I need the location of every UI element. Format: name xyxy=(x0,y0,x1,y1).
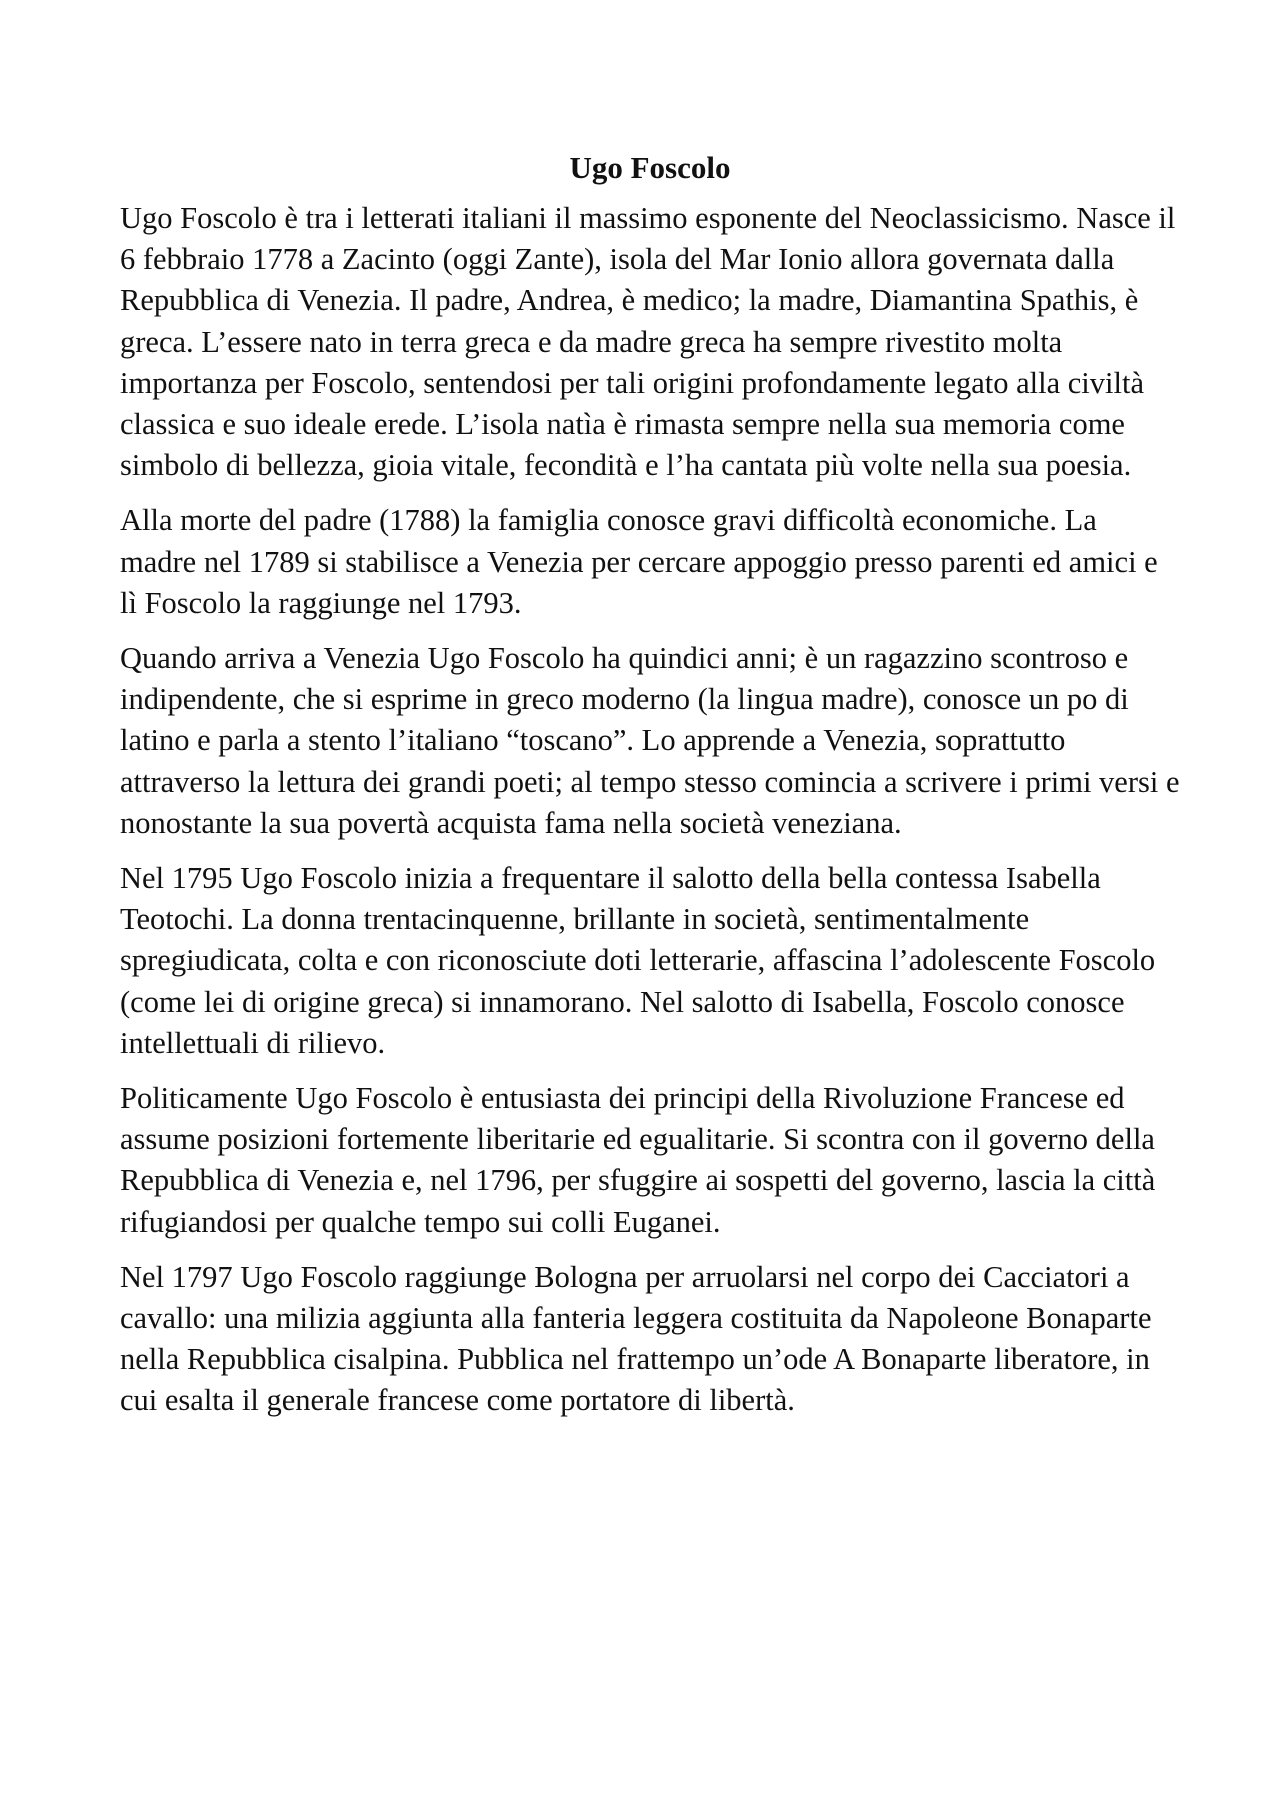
paragraph-arrival-venice: Quando arriva a Venezia Ugo Foscolo ha quindici anni; è un ragazzino scontroso e indipendente, che si esprime in greco moderno (la lingua madre), conosce un po di latino e parla a stento l’italiano “toscano”. Lo apprende a Venezia, soprattutto attraverso la lettura dei grandi poeti; al tempo stesso comincia a scrivere i primi versi e nonostante la sua povertà acquista fama nella società veneziana. xyxy=(120,641,1180,840)
document-body xyxy=(120,148,1180,1436)
document-title: Ugo Foscolo xyxy=(569,150,731,185)
paragraph-move-to-venice: Alla morte del padre (1788) la famiglia conosce gravi difficoltà economiche. La madre nel 1789 si stabilisce a Venezia per cercare appoggio presso parenti ed amici e lì Foscolo la raggiunge nel 1793. xyxy=(120,503,1158,620)
paragraph-politics: Politicamente Ugo Foscolo è entusiasta dei principi della Rivoluzione Francese ed assume posizioni fortemente liberitarie ed egualitarie. Si scontra con il governo della Repubblica di Venezia e, nel 1796, per sfuggire ai sospetti del governo, lascia la città rifugiandosi per qualche tempo sui colli Euganei. xyxy=(120,1081,1156,1239)
paragraph-isabella-teotochi: Nel 1795 Ugo Foscolo inizia a frequentare il salotto della bella contessa Isabella Teotochi. La donna trentacinquenne, brillante in società, sentimentalmente spregiudicata, colta e con riconosciute doti letterarie, affascina l’adolescente Foscolo (come lei di origine greca) si innamorano. Nel salotto di Isabella, Foscolo conosce intellettuali di rilievo. xyxy=(120,861,1156,1060)
paragraph-bologna: Nel 1797 Ugo Foscolo raggiunge Bologna per arruolarsi nel corpo dei Cacciatori a cavallo: una milizia aggiunta alla fanteria leggera costituita da Napoleone Bonaparte nella Repubblica cisalpina. Pubblica nel frattempo un’ode A Bonaparte liberatore, in cui esalta il generale francese come portatore di libertà. xyxy=(120,1259,1152,1418)
paragraph-early-life: Ugo Foscolo è tra i letterati italiani il massimo esponente del Neoclassicismo. Nasce il 6 febbraio 1778 a Zacinto (oggi Zante), isola del Mar Ionio allora governata dalla Repubblica di Venezia. Il padre, Andrea, è medico; la madre, Diamantina Spathis, è greca. L’essere nato in terra greca e da madre greca ha sempre rivestito molta importanza per Foscolo, sentendosi per tali origini profondamente legato alla civiltà classica e suo ideale erede. L’isola natìa è rimasta sempre nella sua memoria come simbolo di bellezza, gioia vitale, fecondità e l’ha cantata più volte nella sua poesia. xyxy=(120,201,1176,483)
